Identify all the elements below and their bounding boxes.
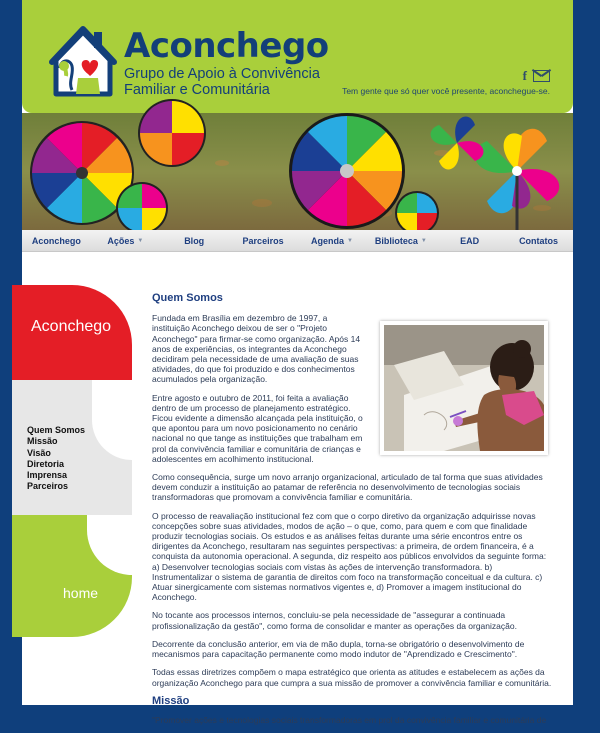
child-drawing-photo	[380, 321, 548, 455]
sidebar-item-parceiros[interactable]: Parceiros	[27, 481, 69, 492]
mission-paragraph: "Promover ações e tecnologias sociais transformadoras em prol da convivência familiar e comunitária de	[152, 714, 547, 725]
brand-name[interactable]: Aconchego	[124, 26, 329, 66]
nav-item-contatos[interactable]	[504, 230, 573, 251]
paragraph: No tocante aos processos internos, concluiu-se pela necessidade de "assegurar a continuada profissionalização da gestão", como forma de consolidar e manter as operações da organização.	[152, 610, 517, 631]
nav-item-blog[interactable]	[160, 230, 229, 251]
house-heart-logo-icon[interactable]	[50, 24, 116, 100]
sidebar-item-diretoria[interactable]: Diretoria	[27, 458, 65, 469]
brand-subtitle-line1: Grupo de Apoio à Convivência	[124, 66, 320, 82]
brand-subtitle-line2: Familiar e Comunitária	[124, 82, 270, 98]
page-title: Quem Somos	[152, 292, 223, 304]
paragraph: Fundada em Brasília em dezembro de 1997, a instituição Aconchego deixou de ser o "Projeto Aconchego" para firmar-se como organização. Após 14 anos de experiências, os integrantes da Aconchego decidiram pela necessidade de uma avaliação de suas atividades, do que foi produzido e dos conhecimentos acumulados pela organização.	[152, 313, 361, 385]
mail-icon[interactable]	[533, 70, 550, 82]
sidebar-item-imprensa[interactable]: Imprensa	[27, 470, 68, 481]
pinwheels-banner-image	[22, 113, 573, 230]
nav-item-agenda[interactable]	[298, 230, 367, 251]
nav-item-aconchego[interactable]	[22, 230, 91, 251]
site-header	[22, 0, 573, 113]
paragraph: O processo de reavaliação institucional fez com que o corpo diretivo da organização adquirisse novas concepções sobre suas atividades, modos de ação – o que, como, para quem e com que finalidade produzir tecnologias sociais. Os estudos e as análises feitas durante uma série encontros entre os dirigentes da Aconchego, resultaram nas seguintes perspectivas: a primeira, de ordem financeira, é a conquista da autonomia operacional. A segunda, diz respeito aos públicos envolvidos da seguinte forma: a) Desenvolver tecnologias sociais com vistas às ações de intervenção transformadora. b) Instrumentalizar o sistema de garantia de direitos com foco na transformação conceitual e da cultura. c) Atuar sinergicamente com sistemas normativos vigentes e, d) Promover a imagem institucional do Aconchego.	[152, 510, 547, 603]
sidebar-menu	[27, 425, 85, 493]
sidebar-title: Aconchego	[31, 318, 112, 335]
nav-item-label: Contatos	[519, 235, 559, 246]
paragraph: Decorrente da conclusão anterior, em via de mão dupla, torna-se obrigatório o desenvolvimento de mecanismos para capacitação permanente como modo indutor de "Aprendizado e Crescimento".	[152, 638, 525, 660]
sidebar-item-missao[interactable]: Missão	[27, 436, 58, 447]
nav-item-label: Aconchego	[31, 235, 81, 246]
nav-item-label: Blog	[184, 235, 205, 246]
nav-item-acoes[interactable]	[91, 230, 160, 251]
home-link[interactable]: home	[63, 585, 99, 601]
sidebar	[12, 285, 132, 637]
page	[22, 0, 573, 725]
sidebar-item-visao[interactable]: Visão	[27, 447, 51, 458]
nav-item-label: Parceiros	[242, 235, 284, 246]
nav-item-parceiros[interactable]	[229, 230, 298, 251]
paragraph: Entre agosto e outubro de 2011, foi feita a avaliação dentro de um processo de planejamento estratégico. Ficou evidente a dimensão alcançada pela instituição, o que apontou para um novo posicionamento no cenário nacional no que tange as instituições que trabalham em prol da convivência familiar e comunitária de crianças e adolescentes em acolhimento institucional.	[152, 392, 363, 464]
nav-item-label: Ações	[107, 235, 135, 246]
nav-item-biblioteca[interactable]	[366, 230, 435, 251]
photo-image	[384, 325, 544, 451]
main-content	[152, 293, 554, 733]
chevron-down-icon: ▼	[346, 237, 353, 244]
chevron-down-icon: ▼	[137, 237, 144, 244]
sidebar-item-quem-somos[interactable]: Quem Somos	[27, 425, 86, 435]
main-nav	[22, 230, 573, 252]
chevron-down-icon: ▼	[420, 237, 427, 244]
social-icons	[523, 68, 550, 84]
sidebar-curve	[92, 380, 132, 460]
paragraph: Como consequência, surge um novo arranjo organizacional, articulado de tal forma que suas atividades devem conduzir a instituição ao patamar de referência no desenvolvimento de tecnologias sociais transformadoras que promovam a convivência familiar e comunitária.	[152, 472, 543, 503]
nav-item-label: Agenda	[310, 235, 344, 246]
paragraph: Todas essas diretrizes compõem o mapa estratégico que orienta as atitudes e estabelecem as ações da organização Aconchego para que cumpra a sua missão de promover a convivência familiar e comunitária.	[152, 667, 552, 688]
nav-item-ead[interactable]	[435, 230, 504, 251]
nav-item-label: EAD	[460, 235, 480, 246]
tagline: Tem gente que só quer você presente, aconchegue-se.	[342, 86, 550, 96]
mission-title: Missão	[152, 694, 190, 707]
facebook-icon[interactable]: f	[522, 68, 527, 83]
sidebar-header	[12, 285, 132, 380]
nav-item-label: Biblioteca	[374, 235, 418, 246]
